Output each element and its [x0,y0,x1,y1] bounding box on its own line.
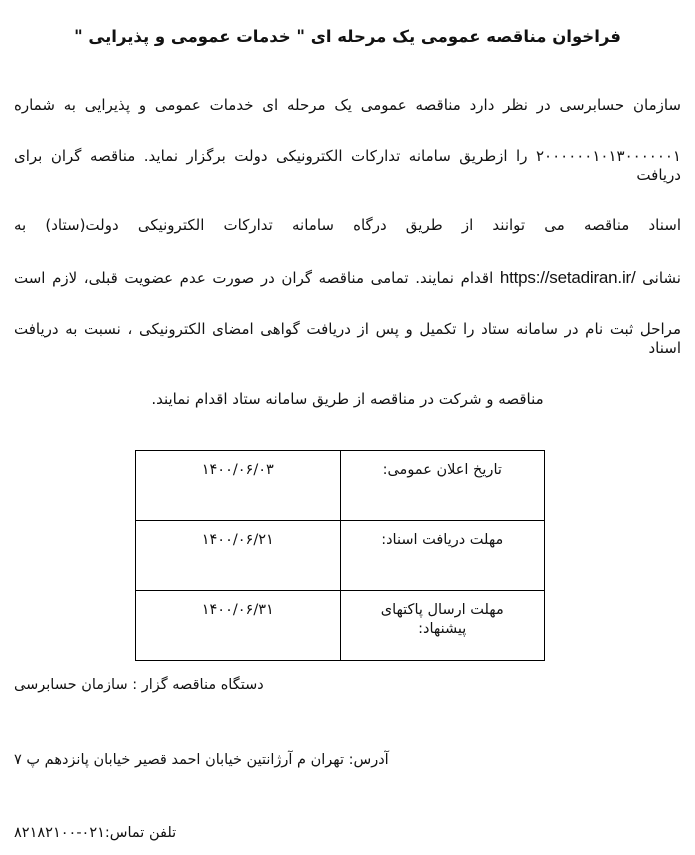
body-paragraph-line-4-suffix: اقدام نمایند. تمامی مناقصه گران در صورت عدم عضویت قبلی، لازم است [14,269,494,287]
body-paragraph-line-4 [14,267,681,288]
footer-phone: تلفن تماس:۰۲۱-۸۲۱۸۲۱۰۰ [14,824,177,841]
table-cell-value: ۱۴۰۰/۰۶/۰۳ [136,451,341,521]
footer-address: آدرس: تهران م آرژانتین خیابان احمد قصیر خیابان پانزدهم پ ۷ [14,751,389,768]
body-paragraph-line-6: مناقصه و شرکت در مناقصه از طریق سامانه ستاد اقدام نمایند. [151,389,544,408]
body-paragraph-line-5: مراحل ثبت نام در سامانه ستاد را تکمیل و پس از دریافت گواهی امضای الکترونیکی ، نسبت به دریافت اسناد [14,320,681,357]
body-paragraph-line-3: اسناد مناقصه می توانند از طریق درگاه سامانه تدارکات الکترونیکی دولت(ستاد) به [14,216,681,235]
footer-block [14,676,681,843]
table-cell-label: مهلت دریافت اسناد: [340,521,545,591]
setadiran-url-link[interactable]: https://setadiran.ir/ [499,268,636,287]
footer-organization: دستگاه مناقصه گزار : سازمان حسابرسی [14,677,264,693]
dates-table-container [135,450,545,661]
body-paragraph-line-2: ۲۰۰۰۰۰۰۱۰۱۳۰۰۰۰۰۰۱ را ازطریق سامانه تدارکات الکترونیکی دولت برگزار نماید. مناقصه گران برای دریافت [14,146,681,184]
table-row [136,451,545,521]
body-paragraph-line-1: سازمان حسابرسی در نظر دارد مناقصه عمومی یک مرحله ای خدمات عمومی و پذیرایی به شماره [14,96,681,114]
table-cell-label: مهلت ارسال پاکتهای پیشنهاد: [340,591,545,661]
table-cell-value: ۱۴۰۰/۰۶/۲۱ [136,521,341,591]
table-row [136,521,545,591]
table-row [136,591,545,661]
address-label: نشانی [642,269,681,287]
body-text-block [14,96,681,409]
table-cell-value: ۱۴۰۰/۰۶/۳۱ [136,591,341,661]
page-title: فراخوان مناقصه عمومی یک مرحله ای " خدمات عمومی و پذیرایی " [74,27,621,47]
dates-table [135,450,545,661]
table-cell-label: تاریخ اعلان عمومی: [340,451,545,521]
